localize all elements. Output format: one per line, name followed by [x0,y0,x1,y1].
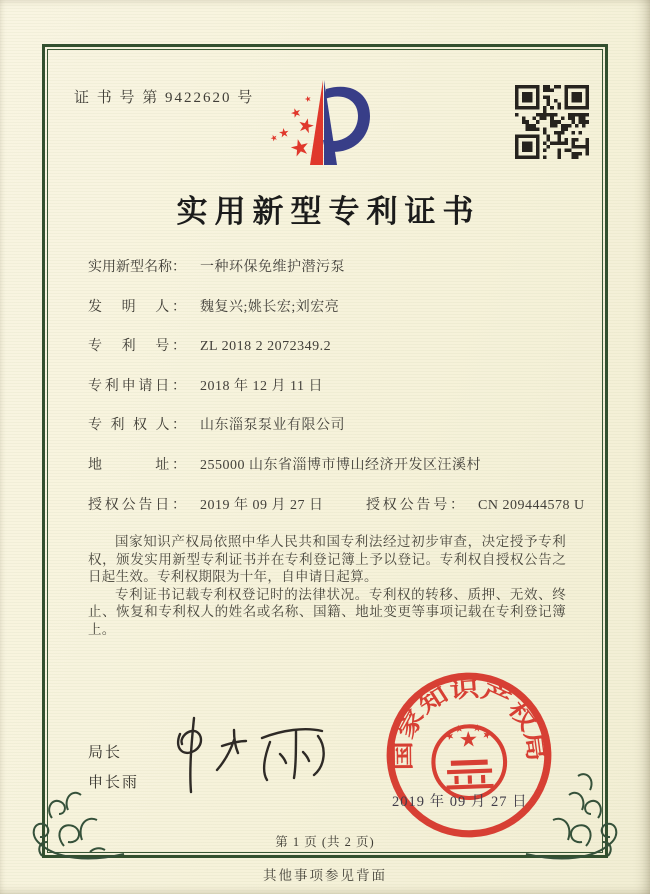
field-row-utility-model-name [88,256,573,296]
field-row-patent-number [88,335,573,375]
field-row-inventors [88,296,573,336]
grant-number-value: CN 209444578 U [478,497,585,513]
grant-date-label: 授权公告日： [88,497,186,513]
field-label: 专 利 号： [88,339,186,355]
seal-text: 国家知识产权局 [391,677,547,771]
grant-number-group [366,494,585,514]
field-label: 地 址： [88,457,186,473]
seal-date: 2019 年 09 月 27 日 [392,794,528,810]
legal-paragraph-2: 专利证书记载专利权登记时的法律状况。专利权的转移、质押、无效、终止、恢复和专利权人的姓名或名称、国籍、地址变更等事项记载在专利登记簿上。 [88,586,566,637]
field-value: 2018 年 12 月 11 日 [200,378,323,394]
field-row-filing-date [88,375,573,415]
legal-text-block [88,533,566,639]
back-side-note: 其他事项参见背面 [263,868,387,883]
director-block [88,741,139,801]
grant-number-label: 授权公告号： [366,497,464,513]
director-name: 申长雨 [88,775,140,791]
field-value: 山东淄泵泵业有限公司 [200,418,345,434]
certificate-title: 实用新型专利证书 [176,194,481,229]
field-value: 魏复兴;姚长宏;刘宏亮 [200,299,340,315]
field-label: 专利申请日： [88,378,186,394]
certificate-number: 证 书 号 第 9422620 号 [74,90,255,106]
official-seal-icon [379,665,559,845]
director-signature-icon [150,710,355,805]
director-title: 局长 [88,745,123,761]
field-row-address [88,454,573,494]
svg-text:国家知识产权局 [389,675,548,771]
field-label: 实用新型名称： [88,260,186,275]
grant-date-value: 2019 年 09 月 27 日 [200,497,324,513]
field-row-grant [88,494,585,534]
qr-code-icon [515,85,589,159]
field-label: 发 明 人： [88,299,186,315]
field-row-patentee [88,414,573,454]
certificate-fields [88,256,585,533]
field-value: 255000 山东省淄博市博山经济开发区汪溪村 [200,457,481,473]
field-label: 专 利 权 人： [88,418,186,434]
legal-paragraph-1: 国家知识产权局依照中华人民共和国专利法经过初步审查，决定授予专利权，颁发实用新型专利证书并在专利登记簿上予以登记。专利权自授权公告之日起生效。专利权期限为十年，自申请日起算。 [88,534,566,585]
cnipa-logo-icon [262,74,386,172]
field-value: ZL 2018 2 2072349.2 [200,339,332,355]
field-value: 一种环保免维护潜污泵 [200,260,345,275]
page-number: 第 1 页 (共 2 页) [275,835,375,849]
